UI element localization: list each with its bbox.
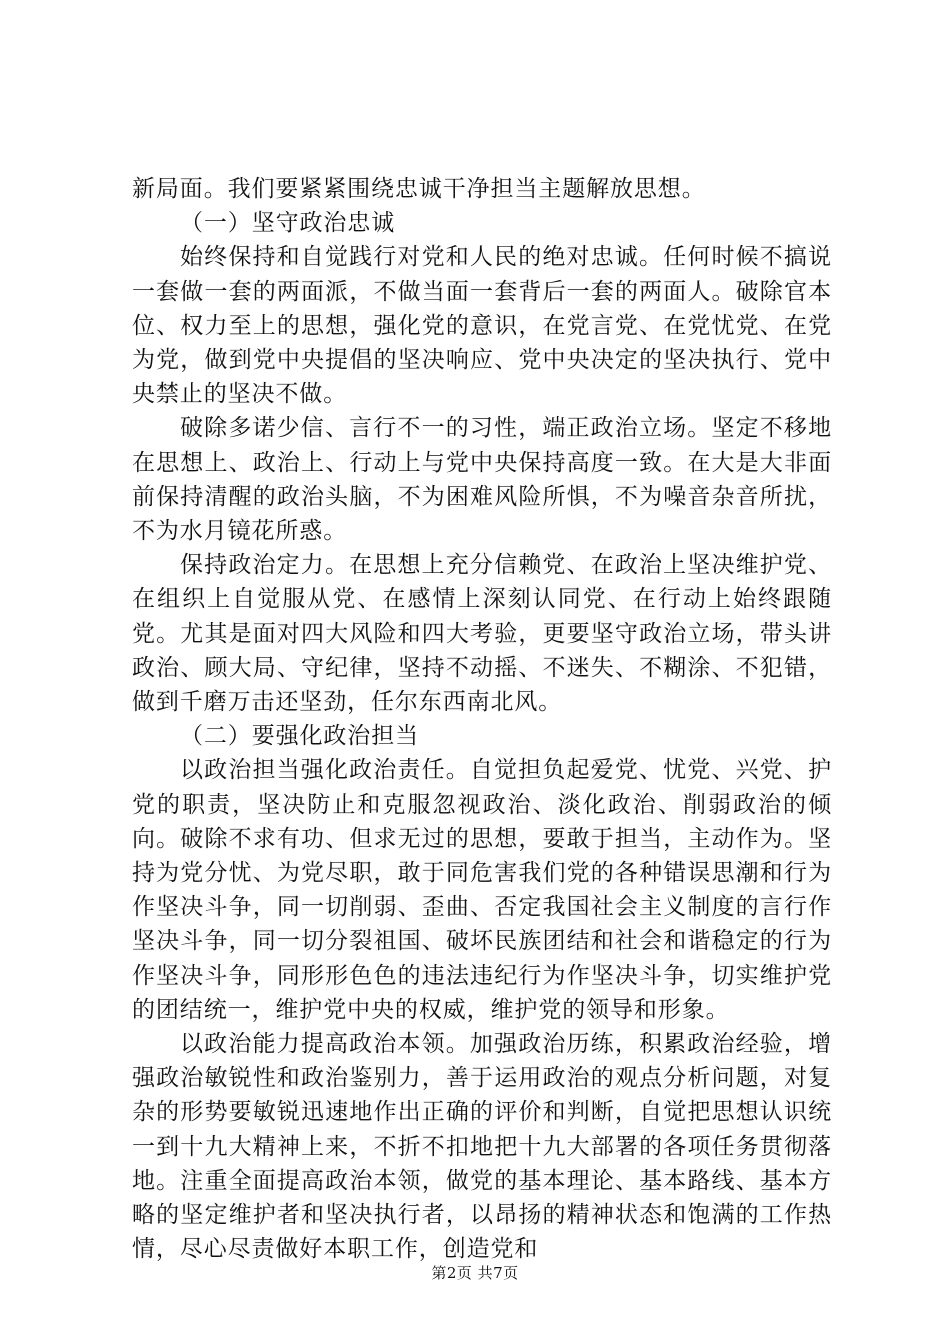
paragraph: 以政治担当强化政治责任。自觉担负起爱党、忧党、兴党、护党的职责，坚决防止和克服忽视政治、淡化政治、削弱政治的倾向。破除不求有功、但求无过的思想，要敢于担当，主动作为。坚持为党分忧、为党尽职，敢于同危害我们党的各种错误思潮和行为作坚决斗争，同一切削弱、歪曲、否定我国社会主义制度的言行作坚决斗争，同一切分裂祖国、破坏民族团结和社会和谐稳定的行为作坚决斗争，同形形色色的违法违纪行为作坚决斗争，切实维护党的团结统一，维护党中央的权威，维护党的领导和形象。 <box>132 757 832 1023</box>
paragraph: 保持政治定力。在思想上充分信赖党、在政治上坚决维护党、在组织上自觉服从党、在感情上深刻认同党、在行动上始终跟随党。尤其是面对四大风险和四大考验，更要坚守政治立场，带头讲政治、顾大局、守纪律，坚持不动摇、不迷失、不糊涂、不犯错，做到千磨万击还坚劲，任尔东西南北风。 <box>132 552 832 716</box>
paragraph: 以政治能力提高政治本领。加强政治历练，积累政治经验，增强政治敏锐性和政治鉴别力，善于运用政治的观点分析问题，对复杂的形势要敏锐迅速地作出正确的评价和判断，自觉把思想认识统一到十九大精神上来，不折不扣地把十九大部署的各项任务贯彻落地。注重全面提高政治本领，做党的基本理论、基本路线、基本方略的坚定维护者和坚决执行者，以昂扬的精神状态和饱满的工作热情，尽心尽责做好本职工作，创造党和 <box>132 1031 832 1263</box>
paragraph: 破除多诺少信、言行不一的习性，端正政治立场。坚定不移地在思想上、政治上、行动上与党中央保持高度一致。在大是大非面前保持清醒的政治头脑，不为困难风险所惧，不为噪音杂音所扰，不为水月镜花所惑。 <box>132 415 832 545</box>
section-heading-2: （二）要强化政治担当 <box>180 723 419 750</box>
paragraph-continuation: 新局面。我们要紧紧围绕忠诚干净担当主题解放思想。 <box>132 176 706 202</box>
page-number-footer: 第2页 共7页 <box>431 1264 519 1282</box>
section-heading-1: （一）坚守政治忠诚 <box>180 210 396 237</box>
paragraph: 始终保持和自觉践行对党和人民的绝对忠诚。任何时候不搞说一套做一套的两面派，不做当面一套背后一套的两面人。破除官本位、权力至上的思想，强化党的意识，在党言党、在党忧党、在党为党，做到党中央提倡的坚决响应、党中央决定的坚决执行、党中央禁止的坚决不做。 <box>132 244 832 408</box>
document-body <box>132 172 832 1267</box>
